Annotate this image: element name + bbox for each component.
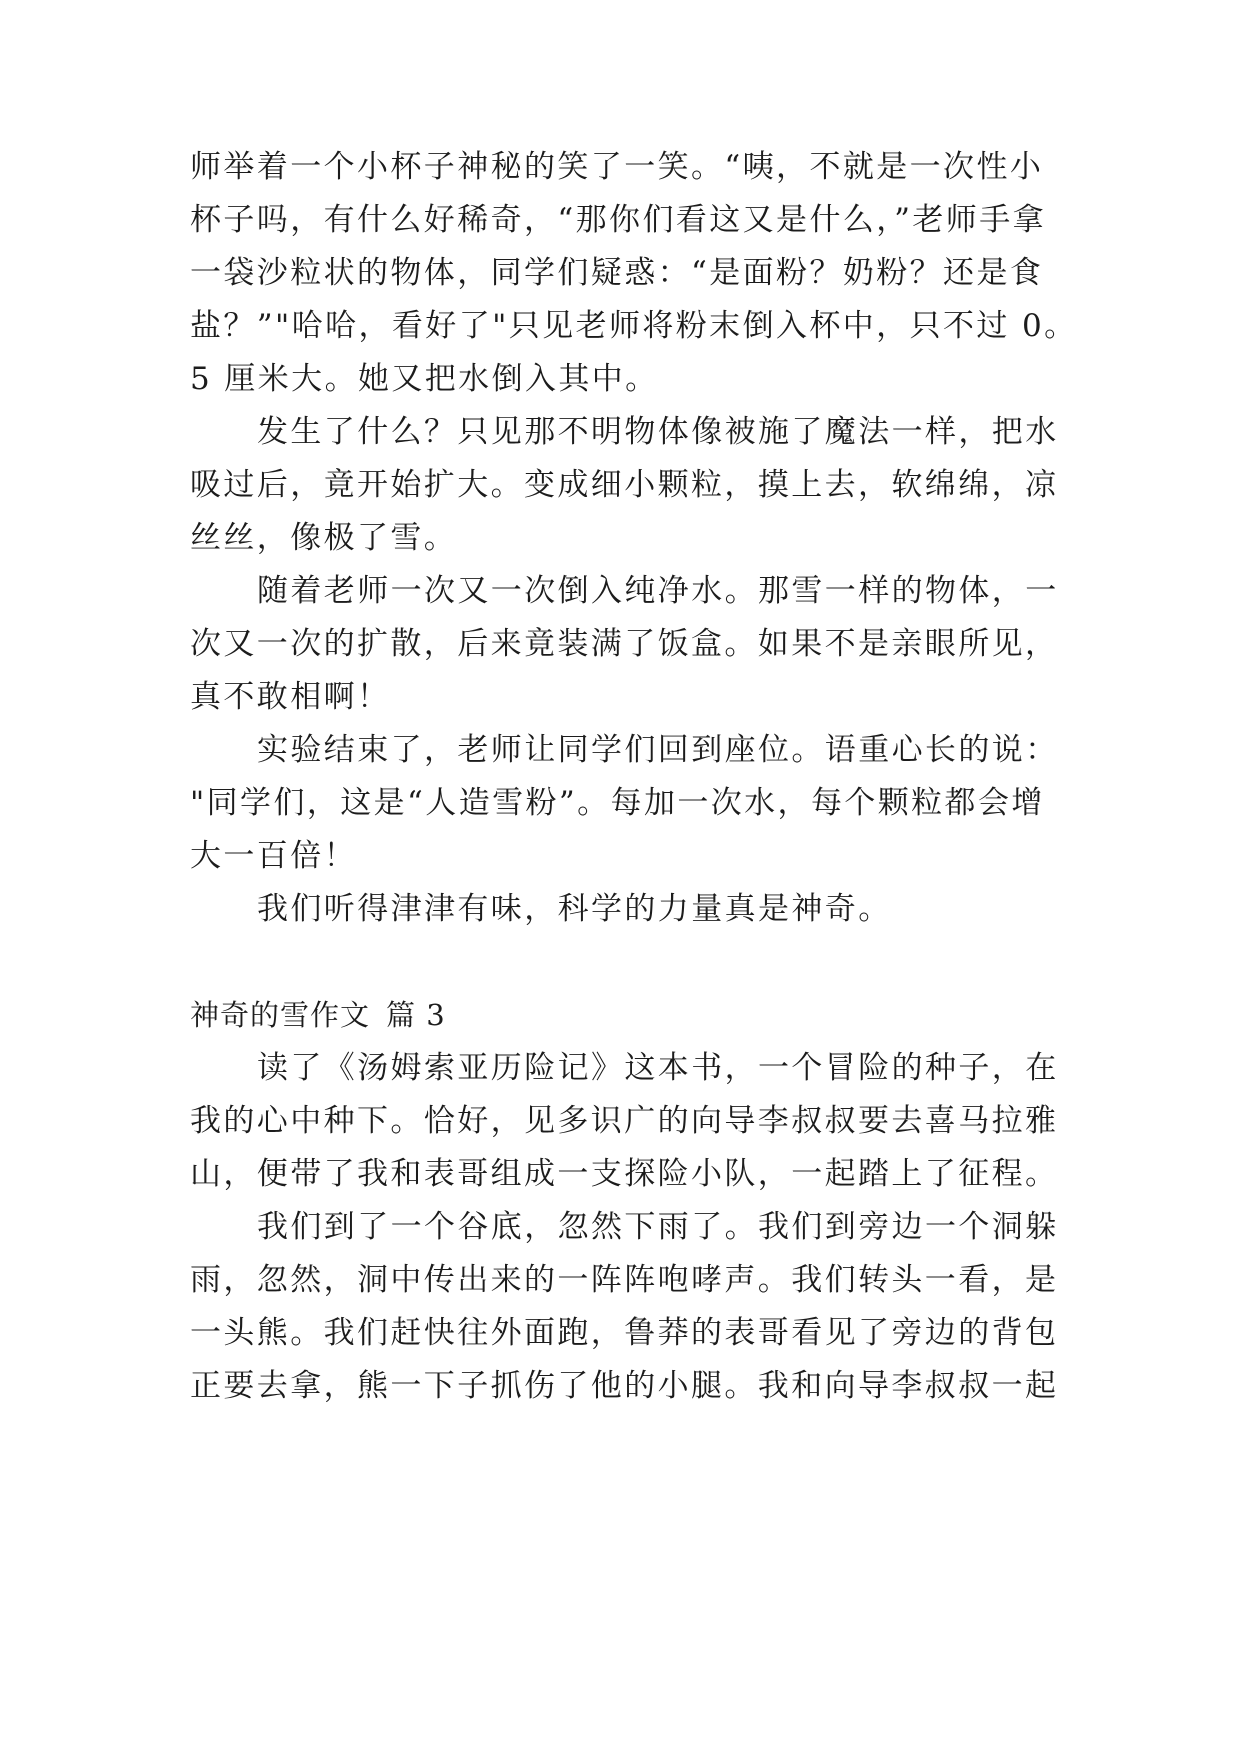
text-line: 一袋沙粒状的物体，同学们疑惑：“是面粉？奶粉？还是食 <box>190 255 1044 291</box>
text-line: 真不敢相啊！ <box>190 679 391 715</box>
text-line: 吸过后，竟开始扩大。变成细小颗粒，摸上去，软绵绵，凉 <box>190 467 1059 503</box>
text-line: 丝丝，像极了雪。 <box>190 520 458 556</box>
text-line: 我们听得津津有味，科学的力量真是神奇。 <box>257 891 892 927</box>
text-line: 大一百倍！ <box>190 838 357 874</box>
text-line: 杯子吗，有什么好稀奇，“那你们看这又是什么，”老师手拿 <box>190 202 1046 238</box>
text-line: 实验结束了，老师让同学们回到座位。语重心长的说： <box>257 732 1059 768</box>
section-title-text: 神奇的雪作文 <box>190 998 371 1032</box>
text-line: 次又一次的扩散，后来竟装满了饭盒。如果不是亲眼所见， <box>190 626 1059 662</box>
text-line: 随着老师一次又一次倒入纯净水。那雪一样的物体，一 <box>257 573 1059 609</box>
text-line: 盐？”"哈哈，看好了"只见老师将粉末倒入杯中，只不过 0。 <box>190 308 1078 344</box>
section-title <box>190 995 446 1035</box>
text-line: 我的心中种下。恰好，见多识广的向导李叔叔要去喜马拉雅 <box>190 1103 1059 1139</box>
text-line: 发生了什么？只见那不明物体像被施了魔法一样，把水 <box>257 414 1059 450</box>
text-line: 正要去拿，熊一下子抓伤了他的小腿。我和向导李叔叔一起 <box>190 1368 1059 1404</box>
text-line: 山，便带了我和表哥组成一支探险小队，一起踏上了征程。 <box>190 1156 1059 1192</box>
text-line: 一头熊。我们赶快往外面跑，鲁莽的表哥看见了旁边的背包 <box>190 1315 1059 1351</box>
text-line: 雨，忽然，洞中传出来的一阵阵咆哮声。我们转头一看，是 <box>190 1262 1059 1298</box>
text-line: "同学们，这是“人造雪粉”。每加一次水，每个颗粒都会增 <box>190 785 1045 821</box>
text-line: 5 厘米大。她又把水倒入其中。 <box>190 361 659 397</box>
text-line: 读了《汤姆索亚历险记》这本书，一个冒险的种子，在 <box>257 1050 1059 1086</box>
text-line: 我们到了一个谷底，忽然下雨了。我们到旁边一个洞躲 <box>257 1209 1059 1245</box>
text-line: 师举着一个小杯子神秘的笑了一笑。“咦，不就是一次性小 <box>190 149 1044 185</box>
section-number: 篇 3 <box>386 998 446 1032</box>
